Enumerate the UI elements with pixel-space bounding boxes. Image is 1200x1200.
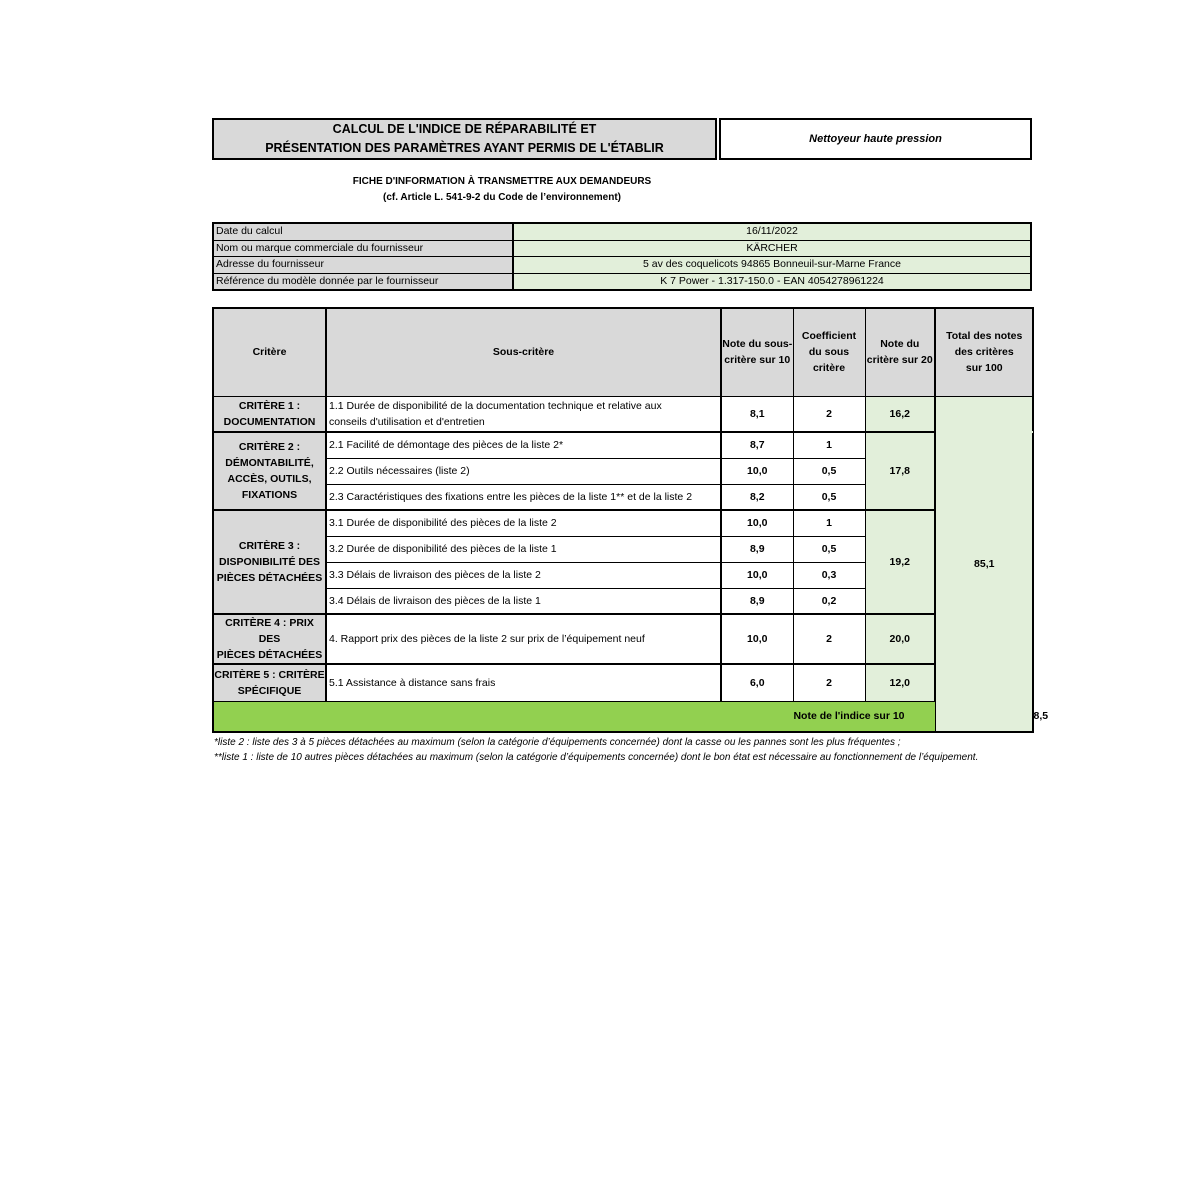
final-score-label: Note de l'indice sur 10 [213,701,935,732]
note-1-1: 8,1 [721,396,793,432]
info-label: Référence du modèle donnée par le fournisseur [214,274,514,290]
header-text: Total des notes [946,330,1023,343]
note-4: 10,0 [721,614,793,664]
criterion-text: PIÈCES DÉTACHÉES [216,649,323,661]
criterion-text: ACCÈS, OUTILS, [227,473,312,485]
header-text: Note du [880,338,920,351]
info-label: Adresse du fournisseur [214,257,514,273]
header-critere: Critère [213,308,326,396]
sub-criterion-5-1: 5.1 Assistance à distance sans frais [326,664,721,701]
sub-criterion-2-3: 2.3 Caractéristiques des fixations entre les pièces de la liste 1** et de la liste 2 [326,484,721,510]
coef-3-2: 0,5 [793,536,865,562]
sub-criterion-1-1 [326,396,721,432]
sub-criterion-4: 4. Rapport prix des pièces de la liste 2 sur prix de l’équipement neuf [326,614,721,664]
sub-criterion-3-4: 3.4 Délais de livraison des pièces de la liste 1 [326,588,721,614]
coef-3-1: 1 [793,510,865,536]
repairability-sheet [212,118,1049,765]
sub-criterion-2-1: 2.1 Facilité de démontage des pièces de la liste 2* [326,432,721,458]
criterion-text: CRITÈRE 4 : PRIX DES [225,617,314,645]
coef-5-1: 2 [793,664,865,701]
table-row [213,396,1033,432]
table-row [213,432,1033,458]
header-text: sur 100 [965,362,1003,375]
score20-1: 16,2 [865,396,935,432]
criterion-5 [213,664,326,701]
sub-text: conseils d'utilisation et d'entretien [329,415,485,428]
header-text: critère sur 10 [724,354,791,367]
info-value: 5 av des coquelicots 94865 Bonneuil-sur-Marne France [514,257,1030,273]
note-3-3: 10,0 [721,562,793,588]
criterion-text: PIÈCES DÉTACHÉES [216,572,323,584]
score20-3: 19,2 [865,510,935,614]
sub-text: 1.1 Durée de disponibilité de la documentation technique et relative aux [329,399,662,412]
header-text: critère sur 20 [866,354,933,367]
note-2-3: 8,2 [721,484,793,510]
note-5-1: 6,0 [721,664,793,701]
sub-criterion-3-1: 3.1 Durée de disponibilité des pièces de la liste 2 [326,510,721,536]
info-row [214,241,1030,258]
info-label: Nom ou marque commerciale du fournisseur [214,241,514,257]
criterion-text: CRITÈRE 5 : CRITÈRE [214,668,325,681]
criterion-2 [213,432,326,510]
note-2-2: 10,0 [721,458,793,484]
table-row [213,614,1033,664]
coef-2-2: 0,5 [793,458,865,484]
criterion-1 [213,396,326,432]
criterion-text: CRITÈRE 2 : [238,441,301,453]
title-line-2: PRÉSENTATION DES PARAMÈTRES AYANT PERMIS DE L'ÉTABLIR [265,141,664,155]
criterion-text: SPÉCIFIQUE [237,684,302,697]
header-text: critère [812,362,846,375]
criterion-text: FIXATIONS [241,489,298,501]
supplier-info-table [212,222,1032,291]
note-3-1: 10,0 [721,510,793,536]
header-note-sous-critere [721,308,793,396]
score20-2: 17,8 [865,432,935,510]
criterion-4 [213,614,326,664]
header-note-critere [865,308,935,396]
sub-criterion-3-2: 3.2 Durée de disponibilité des pièces de la liste 1 [326,536,721,562]
header-text: des critères [954,346,1014,359]
score20-5: 12,0 [865,664,935,701]
info-row [214,274,1030,290]
subtitle-line-2: (cf. Article L. 541-9-2 du Code de l’environnement) [382,192,621,203]
header-text: Coefficient [801,330,857,343]
header [212,118,1032,160]
final-score-row: Note de l'indice sur 10 8,5 [213,701,1033,732]
total100: 85,1 [935,396,1033,732]
sheet-title [212,118,717,160]
info-label: Date du calcul [214,224,514,240]
info-row [214,257,1030,274]
coef-2-3: 0,5 [793,484,865,510]
info-value: 16/11/2022 [514,224,1030,240]
note-3-4: 8,9 [721,588,793,614]
coef-1-1: 2 [793,396,865,432]
table-row [213,510,1033,536]
coef-4: 2 [793,614,865,664]
subtitle [212,174,792,206]
info-value: KÄRCHER [514,241,1030,257]
footnote-liste-2: *liste 2 : liste des 3 à 5 pièces détachées au maximum (selon la catégorie d’équipements concernée) dont la casse ou les pannes sont les plus fréquentes ; [214,737,901,748]
table-header-row [213,308,1033,396]
coef-3-3: 0,3 [793,562,865,588]
criterion-text: DISPONIBILITÉ DES [219,556,320,568]
title-line-1: CALCUL DE L'INDICE DE RÉPARABILITÉ ET [332,122,597,136]
note-2-1: 8,7 [721,432,793,458]
criterion-text: CRITÈRE 3 : [238,540,301,552]
coef-2-1: 1 [793,432,865,458]
header-sous-critere: Sous-critère [326,308,721,396]
subtitle-line-1: FICHE D'INFORMATION À TRANSMETTRE AUX DEMANDEURS [352,176,652,187]
criterion-3 [213,510,326,614]
sub-criterion-3-3: 3.3 Délais de livraison des pièces de la liste 2 [326,562,721,588]
criterion-text: DOCUMENTATION [223,415,316,428]
criterion-text: CRITÈRE 1 : [238,399,301,412]
footnote-liste-1: **liste 1 : liste de 10 autres pièces détachées au maximum (selon la catégorie d’équipements concernée) dont le bon état est nécessaire au fonctionnement de l’équipement. [214,752,979,763]
header-coefficient [793,308,865,396]
info-value: K 7 Power - 1.317-150.0 - EAN 4054278961224 [514,274,1030,290]
table-row [213,664,1033,701]
info-row [214,224,1030,241]
header-text: du sous [808,346,850,359]
header-total [935,308,1033,396]
sub-criterion-2-2: 2.2 Outils nécessaires (liste 2) [326,458,721,484]
criterion-text: DÉMONTABILITÉ, [225,457,314,469]
footnotes [212,735,1004,765]
criteria-table [212,307,1049,733]
product-type: Nettoyeur haute pression [719,118,1032,160]
header-text: Note du sous- [722,338,793,351]
coef-3-4: 0,2 [793,588,865,614]
score20-4: 20,0 [865,614,935,664]
note-3-2: 8,9 [721,536,793,562]
